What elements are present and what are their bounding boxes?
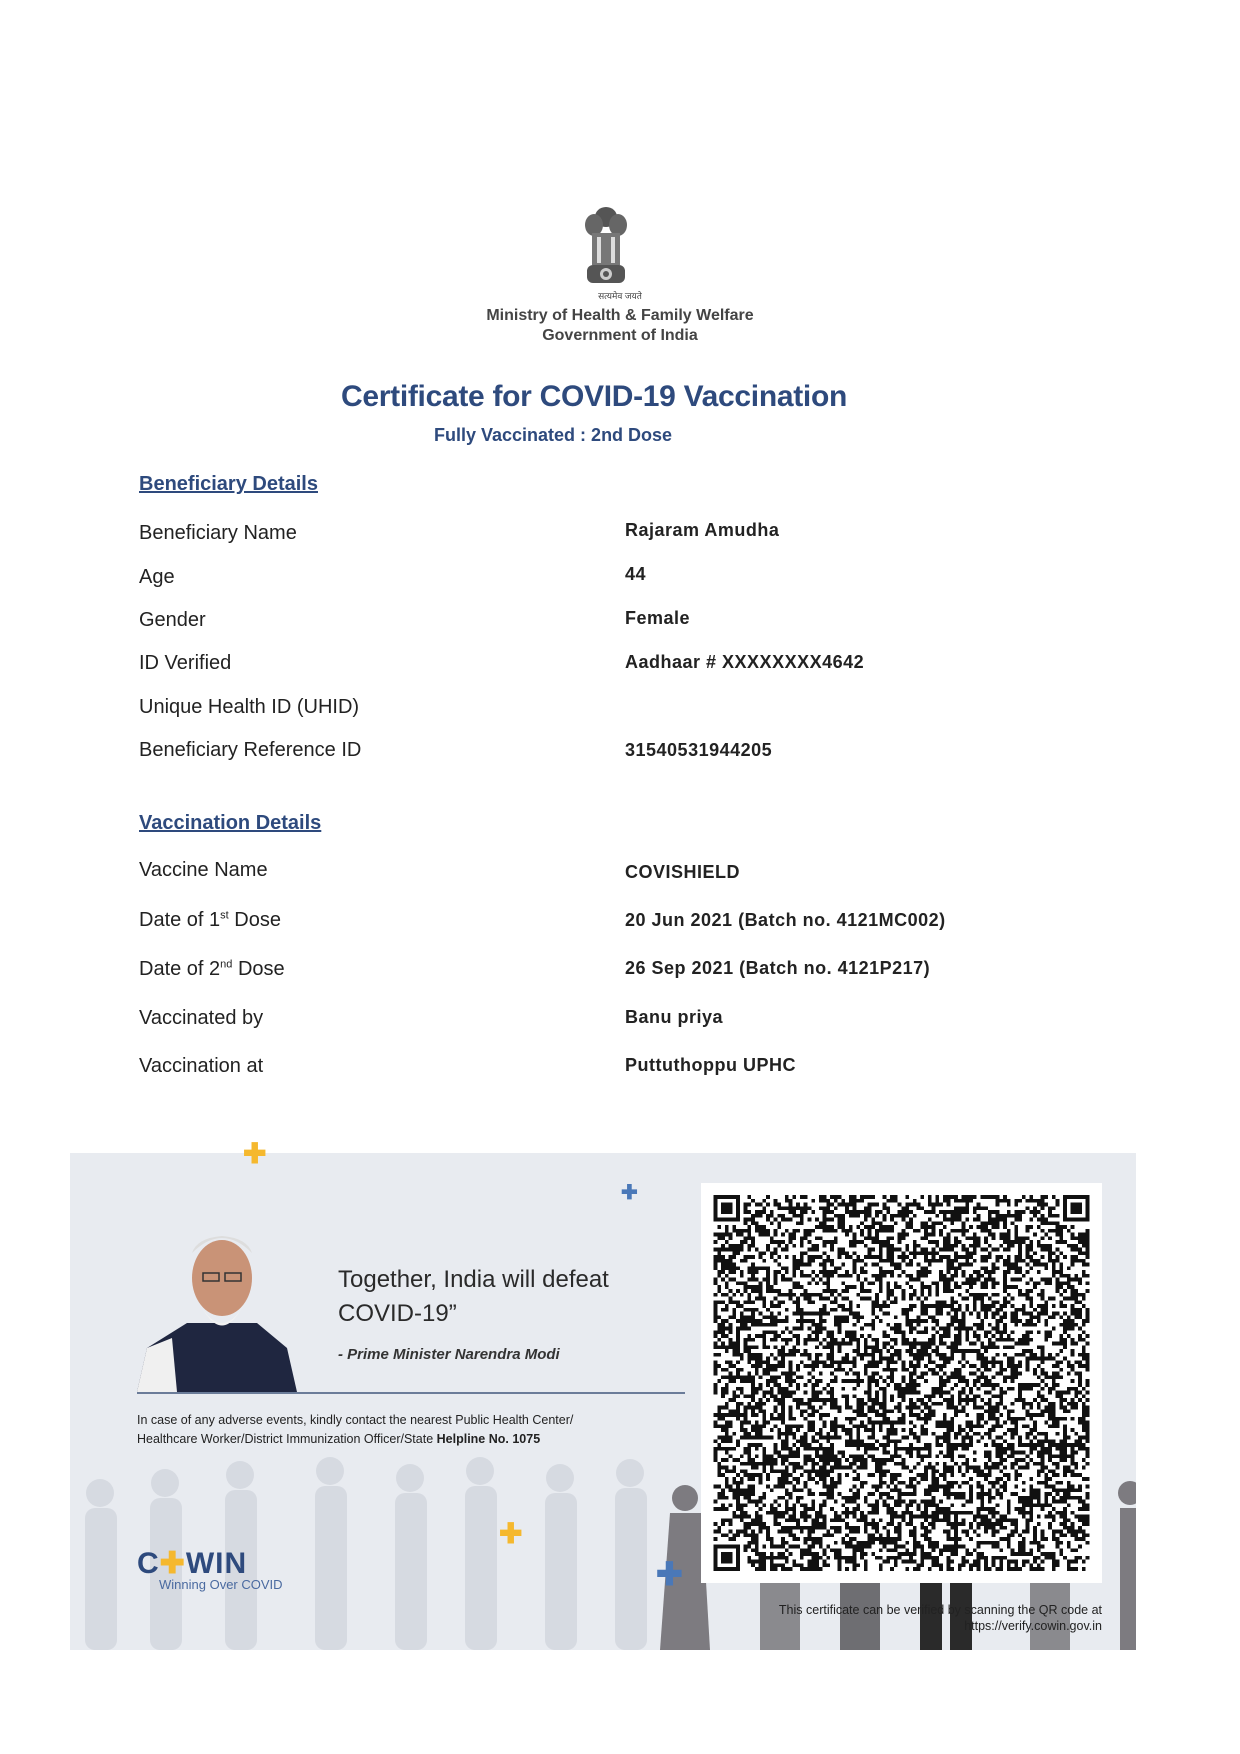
adverse-events-text: Healthcare Worker/District Immunization Officer/State — [137, 1432, 437, 1446]
divider — [137, 1392, 685, 1394]
national-emblem-icon — [575, 203, 637, 299]
quote-line-1: Together, India will defeat — [338, 1266, 609, 1293]
verify-url[interactable]: https://verify.cowin.gov.in — [964, 1619, 1102, 1633]
footer-banner — [70, 1153, 1136, 1650]
qr-modules — [714, 1195, 1090, 1571]
quote-line-2: COVID-19” — [338, 1300, 457, 1327]
first-dose-value: 20 Jun 2021 (Batch no. 4121MC002) — [625, 910, 946, 930]
certificate-title: Certificate for COVID-19 Vaccination — [341, 380, 848, 413]
beneficiary-name-label: Beneficiary Name — [139, 522, 297, 544]
vaccinated-by-value: Banu priya — [625, 1007, 724, 1027]
first-dose-label-suffix: Dose — [228, 909, 281, 931]
adverse-events-line-1: In case of any adverse events, kindly contact the nearest Public Health Center/ — [137, 1413, 574, 1427]
id-verified-label: ID Verified — [139, 652, 232, 674]
second-dose-label-text: Date of 2 — [139, 958, 221, 980]
id-verified-value: Aadhaar # XXXXXXXX4642 — [625, 652, 865, 672]
uhid-label: Unique Health ID (UHID) — [139, 696, 360, 718]
qr-finder-pattern — [721, 1552, 732, 1563]
second-dose-label-suffix: Dose — [232, 958, 285, 980]
beneficiary-name-value: Rajaram Amudha — [625, 520, 780, 540]
prime-minister-photo — [137, 1228, 304, 1392]
age-label: Age — [139, 566, 175, 588]
vaccination-at-value: Puttuthoppu UPHC — [625, 1055, 796, 1075]
qr-finder-pattern — [721, 1203, 732, 1214]
vaccinated-by-label: Vaccinated by — [139, 1007, 264, 1029]
reference-id-value: 31540531944205 — [625, 740, 773, 760]
qr-finder-pattern — [1071, 1203, 1082, 1214]
quote-attribution: - Prime Minister Narendra Modi — [338, 1346, 560, 1363]
cowin-tagline: Winning Over COVID — [159, 1577, 283, 1592]
cowin-logo-plus-icon: ✚ — [159, 1547, 186, 1580]
plus-icon: ✚ — [656, 1556, 683, 1592]
verify-text-line-1: This certificate can be verified by scanning the QR code at — [778, 1603, 1102, 1617]
plus-icon: ✚ — [243, 1138, 267, 1169]
gender-label: Gender — [139, 609, 206, 631]
reference-id-label: Beneficiary Reference ID — [139, 739, 362, 761]
second-dose-label — [139, 958, 285, 981]
beneficiary-details-heading: Beneficiary Details — [139, 473, 318, 495]
emblem-motto: सत्यमेव जयते — [598, 291, 642, 301]
second-dose-value: 26 Sep 2021 (Batch no. 4121P217) — [625, 958, 931, 978]
ministry-name: Ministry of Health & Family Welfare — [486, 307, 754, 324]
first-dose-label-text: Date of 1 — [139, 909, 221, 931]
cowin-logo-c: C — [137, 1547, 160, 1580]
qr-code[interactable] — [713, 1195, 1090, 1571]
first-dose-label-sup: st — [220, 909, 229, 922]
cowin-logo-win: WIN — [185, 1547, 248, 1580]
helpline-number: Helpline No. 1075 — [436, 1432, 541, 1446]
plus-icon: ✚ — [499, 1518, 523, 1549]
age-value: 44 — [625, 564, 647, 584]
vaccine-name-value: COVISHIELD — [625, 862, 741, 882]
gender-value: Female — [625, 608, 691, 628]
adverse-events-line-2 — [137, 1432, 540, 1446]
first-dose-label — [139, 909, 281, 932]
certificate-subtitle: Fully Vaccinated : 2nd Dose — [434, 425, 673, 445]
cowin-logo — [137, 1546, 247, 1581]
plus-icon: ✚ — [621, 1182, 638, 1204]
vaccination-details-heading: Vaccination Details — [139, 812, 322, 834]
vaccine-name-label: Vaccine Name — [139, 859, 268, 881]
qr-code-container — [701, 1183, 1102, 1583]
vaccination-at-label: Vaccination at — [139, 1055, 264, 1077]
government-name: Government of India — [542, 327, 698, 344]
second-dose-label-sup: nd — [220, 958, 233, 971]
